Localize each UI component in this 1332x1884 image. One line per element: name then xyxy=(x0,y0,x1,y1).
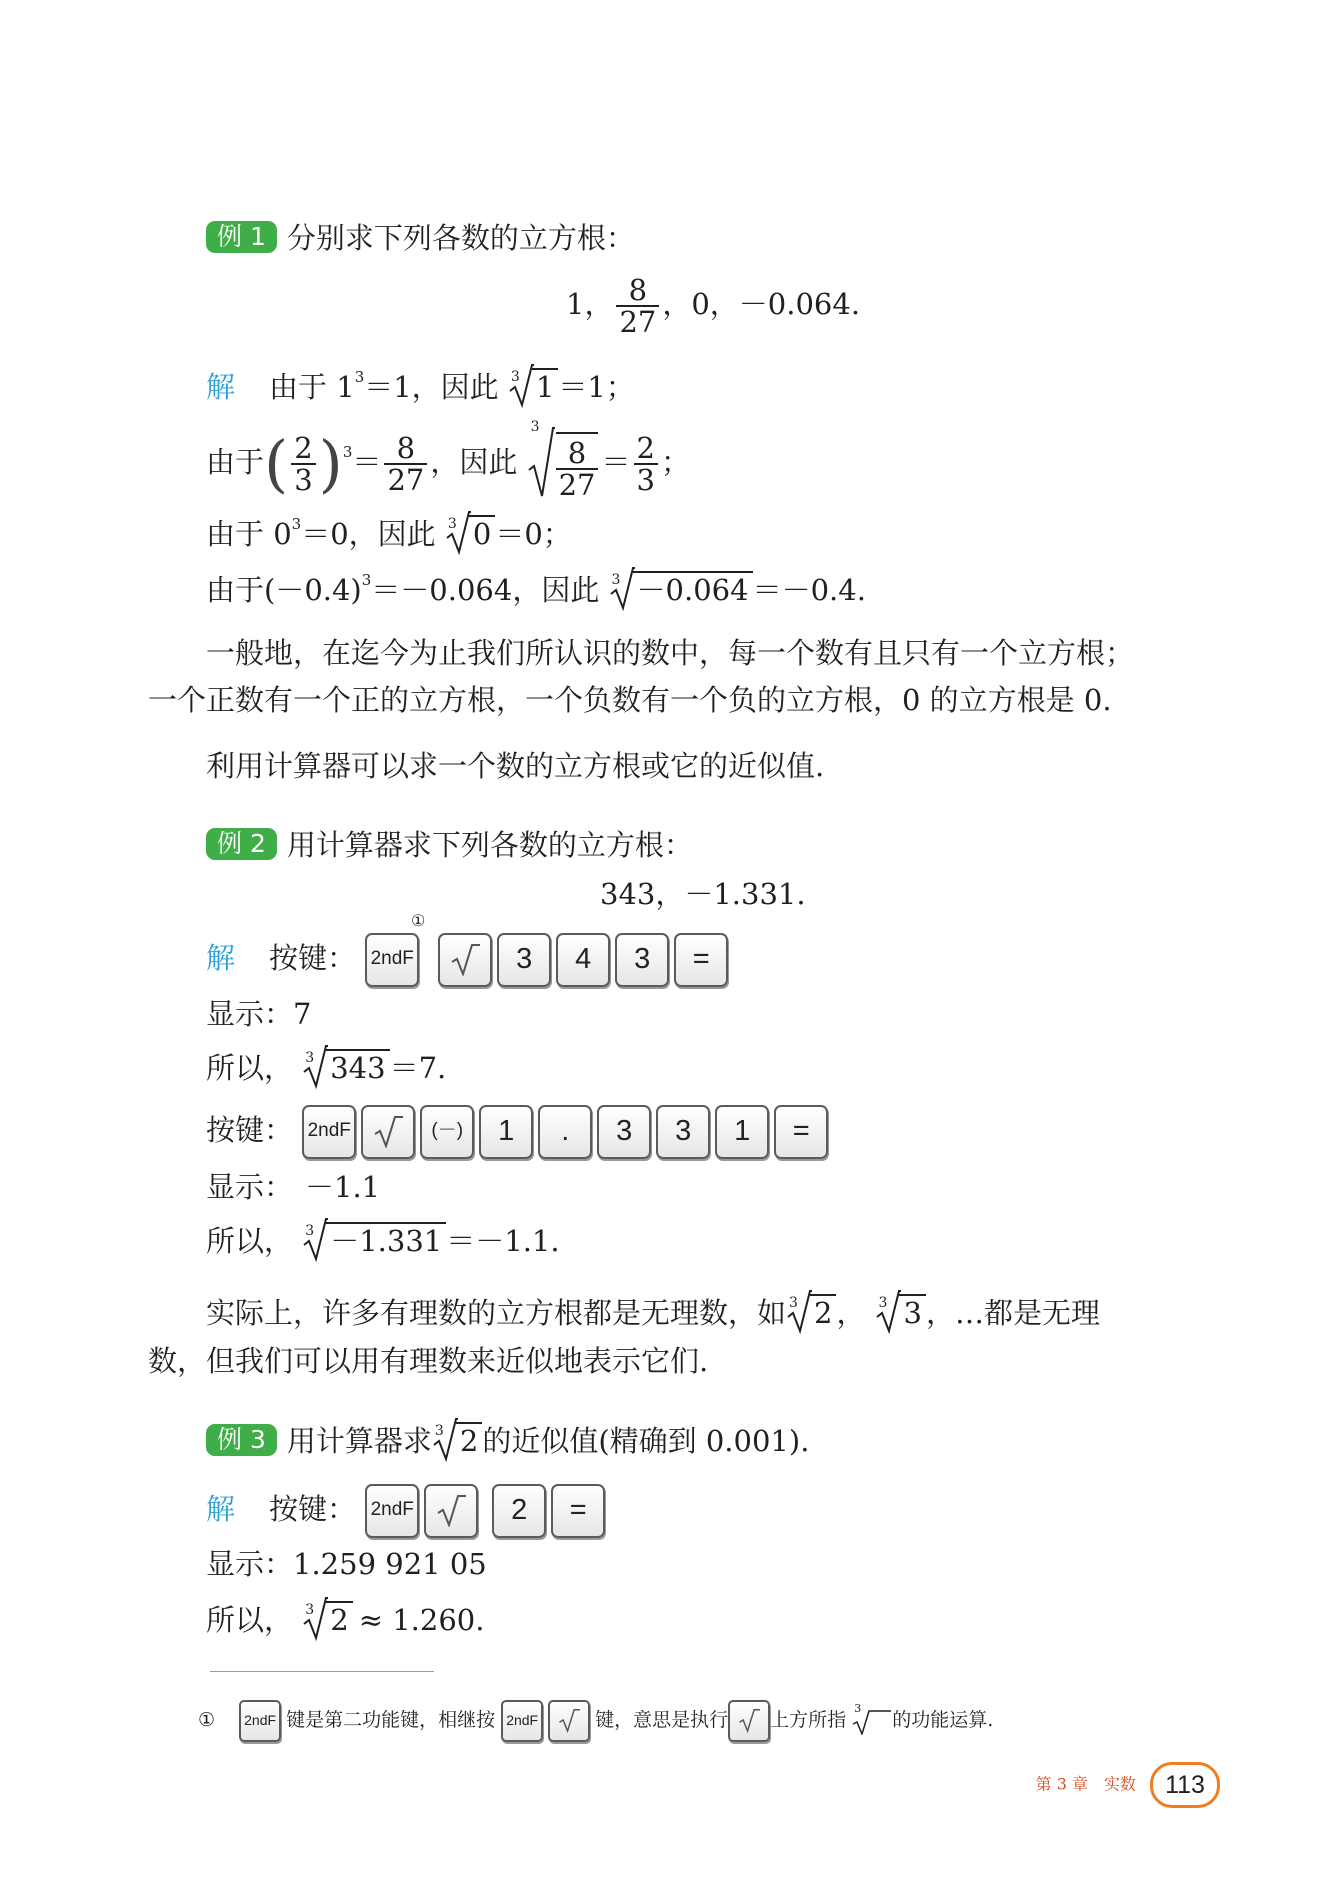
display-1 xyxy=(206,994,311,1034)
radicand: 2 xyxy=(810,1294,836,1330)
display-value: 1.259 921 05 xyxy=(293,1547,487,1581)
footnote-mark: ① xyxy=(198,1709,216,1731)
solution-1-line-1 xyxy=(206,357,635,407)
numerator: 2 xyxy=(634,433,658,465)
key-2ndf: 2ndF xyxy=(501,1700,543,1742)
text: 由于 xyxy=(206,445,265,479)
text: ，…都是无理 xyxy=(925,1296,1100,1330)
fraction xyxy=(291,430,315,497)
radicand: 343 xyxy=(326,1049,389,1085)
text: ＝ xyxy=(352,445,382,479)
radicand-fraction xyxy=(556,432,599,501)
result-2 xyxy=(206,1221,560,1261)
numbers-rest: ，0，－0.064. xyxy=(662,287,861,321)
radicand: 0 xyxy=(469,515,495,551)
key-equals: = xyxy=(674,933,728,987)
key-sqrt xyxy=(438,933,492,987)
key-2ndf: 2ndF xyxy=(239,1700,281,1742)
text: ； xyxy=(660,445,690,479)
text: ＝0； xyxy=(495,517,572,551)
so-label: 所以， xyxy=(206,1603,294,1637)
display-value: 7 xyxy=(293,997,312,1031)
denominator: 27 xyxy=(387,463,425,497)
key-sqrt xyxy=(424,1484,478,1538)
example-prompt: 用计算器求下列各数的立方根： xyxy=(286,828,693,862)
key-negative: (－) xyxy=(420,1105,474,1159)
text: 的功能运算. xyxy=(892,1709,994,1731)
display-2 xyxy=(206,1167,380,1207)
example-tag: 例 1 xyxy=(206,221,277,253)
example-3-heading xyxy=(206,1421,809,1461)
solution-3-keys xyxy=(206,1479,610,1539)
display-label: 显示： xyxy=(206,1170,294,1204)
footnote xyxy=(198,1700,993,1742)
key-digit: 2 xyxy=(492,1484,546,1538)
text: 的近似值(精确到 0.001). xyxy=(482,1424,810,1458)
radicand: －1.331 xyxy=(326,1222,446,1258)
display-label: 显示： xyxy=(206,997,294,1031)
key-equals: = xyxy=(774,1105,828,1159)
paragraph-1-line-1: 一般地，在迄今为止我们所认识的数中，每一个数有且只有一个立方根； xyxy=(206,636,1135,670)
text: 键，意思是执行 xyxy=(595,1709,729,1731)
solution-label: 解 xyxy=(206,370,236,404)
radicand: －0.064 xyxy=(633,571,753,607)
key-sqrt xyxy=(548,1700,590,1742)
fraction xyxy=(616,272,659,339)
cube-root: 3 $\frac{8}{27}$ xyxy=(527,424,602,504)
cube-root: 3 2 xyxy=(786,1293,836,1333)
display-3 xyxy=(206,1544,487,1584)
exponent: 3 xyxy=(354,368,365,386)
radicand: 2 xyxy=(456,1422,482,1458)
example-tag: 例 2 xyxy=(206,828,277,860)
key-2ndf: 2ndF xyxy=(365,933,419,987)
text: 键是第二功能键，相继按 xyxy=(286,1709,496,1731)
text: ，因此 xyxy=(430,445,518,479)
radicand: 2 xyxy=(326,1601,352,1637)
example-1-numbers xyxy=(566,264,860,344)
text: ， xyxy=(836,1296,866,1330)
text: 由于 0 xyxy=(206,517,292,551)
text: 上方所指 xyxy=(770,1709,847,1731)
key-digit: 1 xyxy=(715,1105,769,1159)
text: 由于 1 xyxy=(269,370,355,404)
fraction xyxy=(634,430,658,497)
cube-root: 3 2 xyxy=(432,1421,482,1461)
example-2-numbers: 343，－1.331. xyxy=(600,877,806,911)
radicand: 3 xyxy=(899,1294,925,1330)
result-3 xyxy=(206,1600,484,1640)
denominator: 3 xyxy=(636,463,655,497)
cube-root: 3 343 xyxy=(302,1048,389,1088)
paragraph-1-line-2: 一个正数有一个正的立方根，一个负数有一个负的立方根，0 的立方根是 0. xyxy=(148,683,1112,717)
so-label: 所以， xyxy=(206,1224,294,1258)
result-1 xyxy=(206,1048,446,1088)
press-label: 按键： xyxy=(206,1113,294,1147)
paragraph-2: 利用计算器可以求一个数的立方根或它的近似值. xyxy=(206,749,825,783)
key-digit: 1 xyxy=(479,1105,533,1159)
cube-root-symbol: 3 xyxy=(852,1709,892,1733)
key-sqrt xyxy=(361,1105,415,1159)
numerator: 8 xyxy=(616,275,659,307)
key-digit: 4 xyxy=(556,933,610,987)
footnote-rule xyxy=(210,1671,434,1672)
display-value: －1.1 xyxy=(305,1170,381,1204)
display-label: 显示： xyxy=(206,1547,294,1581)
example-tag: 例 3 xyxy=(206,1424,277,1456)
solution-1-line-3: 由于 $0^3=0$，因此 3 0 ＝0； xyxy=(206,504,572,554)
paragraph-3-line-2: 数，但我们可以用有理数来近似地表示它们. xyxy=(148,1344,709,1378)
key-sqrt xyxy=(728,1700,770,1742)
text: 用计算器求 xyxy=(286,1424,432,1458)
example-1-heading xyxy=(206,218,635,258)
text: ＝1； xyxy=(558,370,635,404)
key-digit: 3 xyxy=(597,1105,651,1159)
cube-root: 3 2 xyxy=(302,1600,352,1640)
key-equals: = xyxy=(551,1484,605,1538)
paragraph-3-line-1 xyxy=(206,1293,1100,1333)
text: ＝0，因此 xyxy=(301,517,436,551)
text: ＝ xyxy=(601,445,631,479)
solution-label: 解 xyxy=(206,941,236,975)
cube-root: 3 3 xyxy=(875,1293,925,1333)
key-decimal: . xyxy=(538,1105,592,1159)
page-footer xyxy=(1036,1762,1220,1808)
text: ＝－1.1. xyxy=(446,1224,560,1258)
solution-2-keys-2 xyxy=(206,1100,833,1160)
text: ＝7. xyxy=(389,1051,447,1085)
text: ＝－0.4. xyxy=(752,573,866,607)
cube-root: 3 －1.331 xyxy=(302,1221,446,1261)
cube-root: 3 1 xyxy=(508,367,558,407)
solution-1-line-4: 由于$(-0.4)^3=-0.064$，因此 3 －0.064 ＝－0.4. xyxy=(206,560,866,610)
chapter-label: 第 3 章 实数 xyxy=(1035,1774,1136,1794)
denominator: 27 xyxy=(558,468,596,502)
solution-2-keys-1 xyxy=(206,928,733,988)
numerator: 8 xyxy=(384,433,427,465)
press-label: 按键： xyxy=(269,941,357,975)
text: 实际上，许多有理数的立方根都是无理数，如 xyxy=(206,1296,787,1330)
footnote-mark: ① xyxy=(411,911,426,930)
page-number: 113 xyxy=(1150,1762,1220,1808)
numerator: 2 xyxy=(291,433,315,465)
solution-label: 解 xyxy=(206,1492,236,1526)
text: 由于(－0.4) xyxy=(206,573,362,607)
text: ＝－0.064，因此 xyxy=(371,573,600,607)
fraction xyxy=(384,430,427,497)
text: ≈ 1.260. xyxy=(358,1603,485,1637)
number-1: 1， xyxy=(566,287,614,321)
cube-root: 3 －0.064 xyxy=(609,570,753,610)
cube-root: 3 0 xyxy=(445,514,495,554)
numerator: 8 xyxy=(556,438,599,470)
radicand: 1 xyxy=(532,368,558,404)
example-2-heading xyxy=(206,825,693,865)
key-digit: 3 xyxy=(497,933,551,987)
example-prompt: 分别求下列各数的立方根： xyxy=(286,221,635,255)
denominator: 3 xyxy=(294,463,313,497)
text: ＝1，因此 xyxy=(364,370,499,404)
key-2ndf: 2ndF xyxy=(365,1484,419,1538)
solution-1-line-2: 由于( $\frac{2}{3}$ )$^3$＝ $\frac{8}{27}$ ，因此 3 $\frac{8}{27}$ ＝ $\frac{2}{3}$ ； xyxy=(206,419,690,502)
key-2ndf: 2ndF xyxy=(302,1105,356,1159)
key-digit: 3 xyxy=(615,933,669,987)
key-digit: 3 xyxy=(656,1105,710,1159)
denominator: 27 xyxy=(619,305,657,339)
so-label: 所以， xyxy=(206,1051,294,1085)
press-label: 按键： xyxy=(269,1492,357,1526)
